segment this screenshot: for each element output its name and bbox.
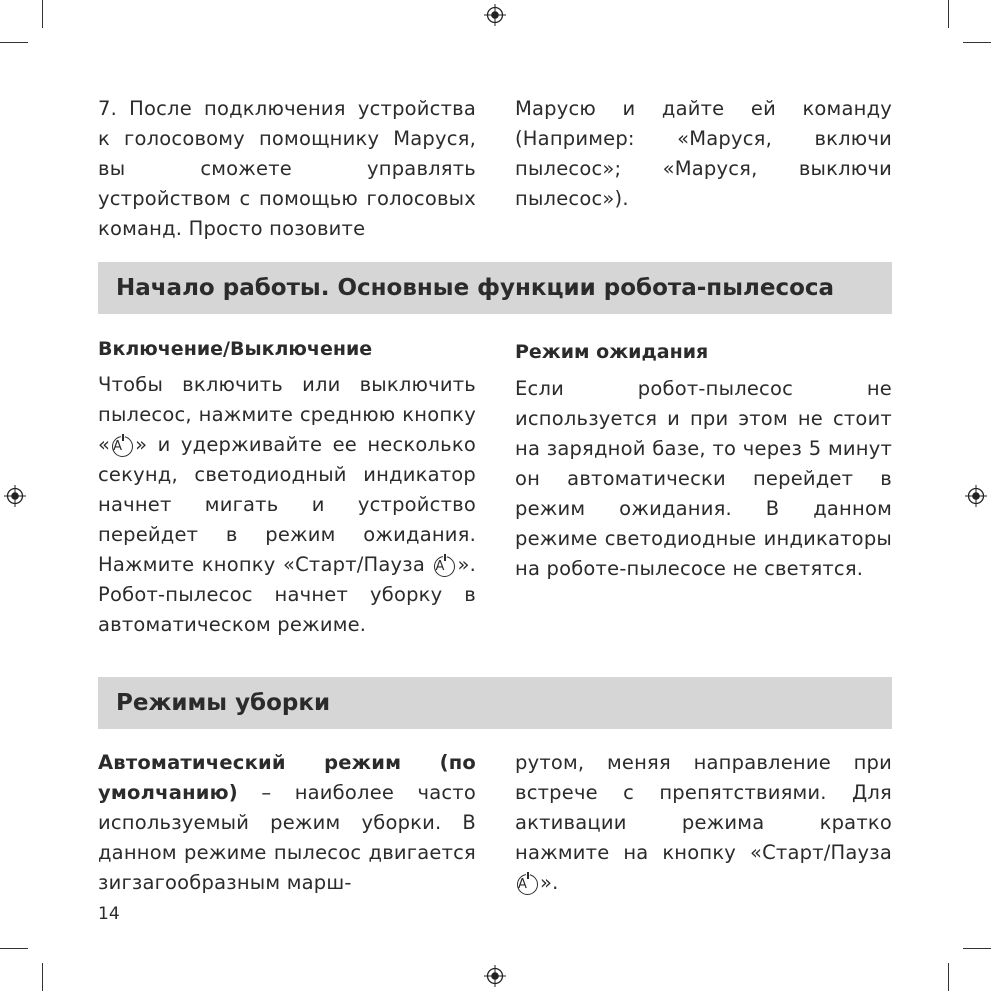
auto-mode-label: Автоматический режим (по умолчанию) [98,751,476,804]
auto-mode-text [98,748,476,898]
intro-right-text: Марусю и дайте ей команду (Например: «Маруся, включи пылесос»; «Маруся, выключи пылесос»). [515,97,892,210]
auto-mode-right-column [515,748,892,898]
subheading-standby: Режим ожидания [515,341,709,363]
auto-mode-continued [515,748,892,898]
crop-mark-top-right-v [948,0,949,28]
power-column [98,370,476,640]
registration-mark-icon [484,965,506,987]
crop-mark-top-left-v [42,0,43,28]
power-text-part1: Чтобы включить или выключить пылесос, нажмите среднюю кнопку « [98,373,476,456]
intro-left-column [98,94,476,244]
start-pause-button-icon: A [517,874,538,895]
registration-mark-icon [4,485,26,507]
auto-mode-description: – наиболее часто используемый режим уборки. В данном режиме пылесос двигается зигзагообразным марш- [98,781,476,894]
crop-mark-top-left-h [0,42,28,43]
section-heading-cleaning-modes [98,677,892,729]
registration-mark-icon [965,485,987,507]
registration-mark-icon [484,4,506,26]
crop-mark-bottom-right-v [948,963,949,991]
crop-mark-bottom-left-v [42,963,43,991]
page-number: 14 [98,904,120,924]
intro-right-column [515,94,892,214]
auto-mode-left-column [98,748,476,898]
power-button-icon: A [112,436,133,457]
start-pause-button-icon: A [434,556,455,577]
section-title: Режимы уборки [116,690,331,716]
crop-mark-bottom-left-h [0,948,28,949]
standby-column [515,374,892,584]
section-title: Начало работы. Основные функции робота-пылесоса [116,275,835,301]
power-text-part2: » и удерживайте ее несколько секунд, светодиодный индикатор начнет мигать и устройство перейдет в режим ожидания. Нажмите кнопку «Старт/Пауза [98,433,476,576]
crop-mark-top-right-h [963,42,991,43]
power-text-part3: ». Робот-пылесос начнет уборку в автоматическом режиме. [98,553,476,636]
auto-mode-continued-part2: ». [540,871,559,894]
subheading-power: Включение/Выключение [98,338,373,360]
power-text [98,370,476,640]
auto-mode-continued-part1: рутом, меняя направление при встрече с препятствиями. Для активации режима кратко нажмите на кнопку «Старт/Пауза [515,751,892,864]
intro-left-text: 7. После подключения устройства к голосовому помощнику Маруся, вы сможете управлять устройством с помощью голосовых команд. Просто позовите [98,97,476,240]
section-heading-getting-started [98,262,892,314]
standby-text: Если робот-пылесос не используется и при этом не стоит на зарядной базе, то через 5 минут он автоматически перейдет в режим ожидания. В данном режиме светодиодные индикаторы на роботе-пылесосе не светятся. [515,377,892,580]
crop-mark-bottom-right-h [963,948,991,949]
